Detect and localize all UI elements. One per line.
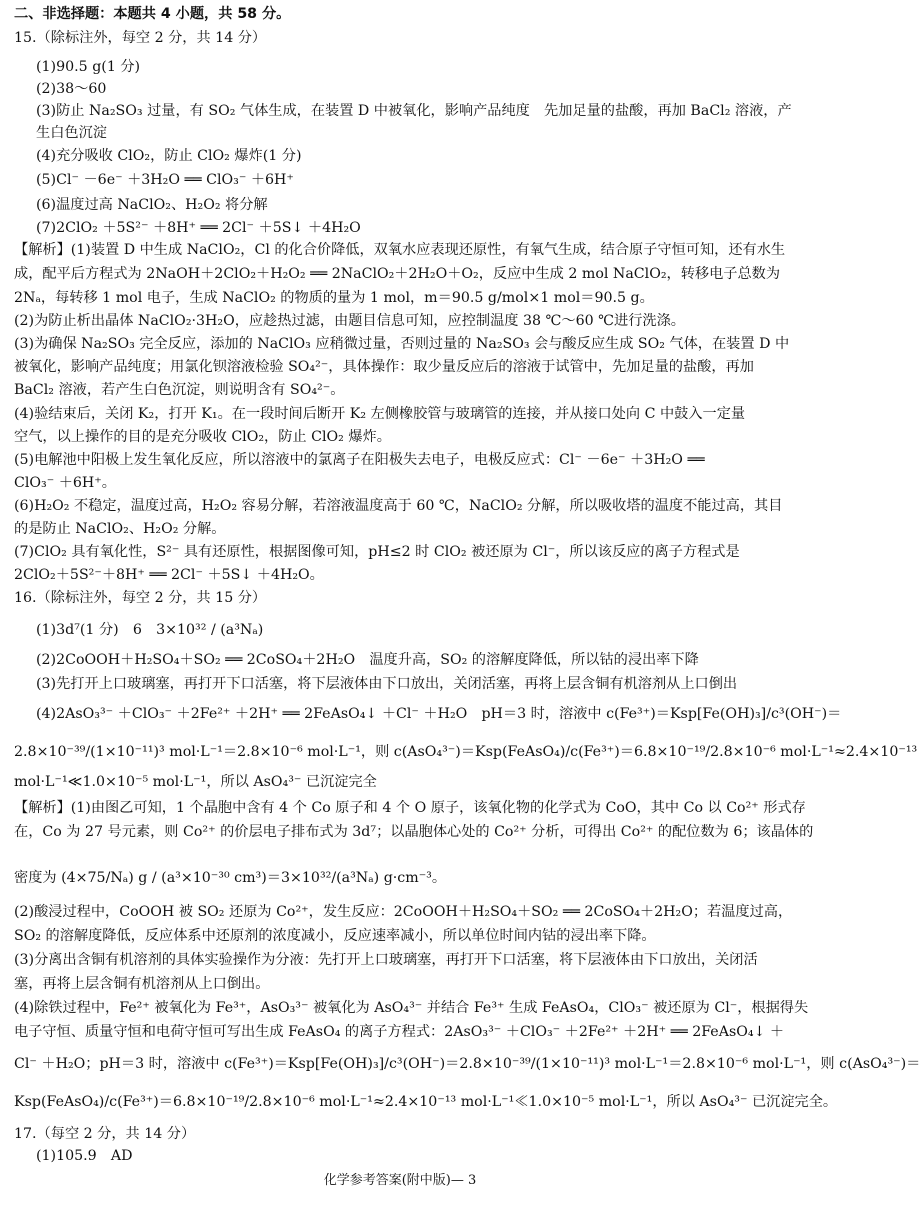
- q15-analysis-line: ClO₃⁻ ＋6H⁺。: [14, 475, 116, 491]
- q17-heading: 17.（每空 2 分，共 14 分）: [14, 1126, 196, 1142]
- q16-answer-2: (2)2CoOOH＋H₂SO₄＋SO₂ ══ 2CoSO₄＋2H₂O 温度升高，SO₂ 的溶解度降低，所以钴的浸出率下降: [36, 652, 699, 668]
- page-footer: 化学参考答案(附中版)— 3: [323, 1173, 477, 1188]
- q16-analysis-line: (3)分离出含铜有机溶剂的具体实验操作为分液：先打开上口玻璃塞，再打开下口活塞，将下层液体由下口放出，关闭活: [14, 952, 758, 968]
- q16-answer-4-cont: mol·L⁻¹≪1.0×10⁻⁵ mol·L⁻¹，所以 AsO₄³⁻ 已沉淀完全: [14, 774, 377, 790]
- q16-answer-1: (1)3d⁷(1 分) 6 3×10³² / (a³Nₐ): [36, 622, 264, 638]
- q15-analysis-line: (6)H₂O₂ 不稳定，温度过高，H₂O₂ 容易分解，若溶液温度高于 60 ℃，NaClO₂ 分解，所以吸收塔的温度不能过高，其目: [14, 498, 783, 514]
- q15-analysis-line: BaCl₂ 溶液，若产生白色沉淀，则说明含有 SO₄²⁻。: [14, 382, 345, 398]
- q15-heading: 15.（除标注外，每空 2 分，共 14 分）: [14, 30, 267, 46]
- q15-analysis-line: 被氧化，影响产品纯度；用氯化钡溶液检验 SO₄²⁻，具体操作：取少量反应后的溶液于试管中，先加足量的盐酸，再加: [14, 359, 754, 375]
- q15-analysis-line: (2)为防止析出晶体 NaClO₂·3H₂O，应趁热过滤，由题目信息可知，应控制温度 38 ℃～60 ℃进行洗涤。: [14, 313, 685, 329]
- q17-answer-1: (1)105.9 AD: [36, 1148, 133, 1164]
- q15-answer-2: (2)38～60: [36, 81, 107, 97]
- q15-analysis-line: 成，配平后方程式为 2NaOH＋2ClO₂＋H₂O₂ ══ 2NaClO₂＋2H₂O＋O₂，反应中生成 2 mol NaClO₂，转移电子总数为: [14, 266, 781, 282]
- q16-answer-4-cont: 2.8×10⁻³⁹/(1×10⁻¹¹)³ mol·L⁻¹＝2.8×10⁻⁶ mol·L⁻¹，则 c(AsO₄³⁻)＝Ksp(FeAsO₄)/c(Fe³⁺)＝6.8×10⁻¹⁹/2.8×10⁻⁶ mol·L⁻¹≈2.4×10⁻¹³: [14, 744, 918, 760]
- q15-answer-1: (1)90.5 g(1 分): [36, 59, 141, 75]
- q15-answer-7: (7)2ClO₂ ＋5S²⁻ ＋8H⁺ ══ 2Cl⁻ ＋5S↓ ＋4H₂O: [36, 220, 361, 236]
- q16-analysis-line: SO₂ 的溶解度降低，反应体系中还原剂的浓度减小，反应速率减小，所以单位时间内钴的浸出率下降。: [14, 928, 656, 944]
- q15-answer-6: (6)温度过高 NaClO₂、H₂O₂ 将分解: [36, 197, 268, 213]
- q15-analysis-line: (4)验结束后，关闭 K₂，打开 K₁。在一段时间后断开 K₂ 左侧橡胶管与玻璃管的连接，并从接口处向 C 中鼓入一定量: [14, 406, 746, 422]
- q16-analysis-line: Ksp(FeAsO₄)/c(Fe³⁺)＝6.8×10⁻¹⁹/2.8×10⁻⁶ mol·L⁻¹≈2.4×10⁻¹³ mol·L⁻¹≪1.0×10⁻⁵ mol·L⁻¹，所以 AsO₄³⁻ 已沉淀完全。: [14, 1094, 838, 1110]
- q15-answer-5: (5)Cl⁻ －6e⁻ ＋3H₂O ══ ClO₃⁻ ＋6H⁺: [36, 172, 294, 188]
- q15-analysis-line: (7)ClO₂ 具有氧化性，S²⁻ 具有还原性，根据图像可知，pH≤2 时 ClO₂ 被还原为 Cl⁻，所以该反应的离子方程式是: [14, 544, 740, 560]
- q15-analysis-line: (3)为确保 Na₂SO₃ 完全反应，添加的 NaClO₃ 应稍微过量，否则过量的 Na₂SO₃ 会与酸反应生成 SO₂ 气体，在装置 D 中: [14, 336, 790, 352]
- section-heading: 二、非选择题：本题共 4 小题，共 58 分。: [14, 6, 291, 22]
- q16-analysis-line: (4)除铁过程中，Fe²⁺ 被氧化为 Fe³⁺，AsO₃³⁻ 被氧化为 AsO₄³⁻ 并结合 Fe³⁺ 生成 FeAsO₄，ClO₃⁻ 被还原为 Cl⁻，根据得失: [14, 1000, 809, 1016]
- q15-answer-3-cont: 生白色沉淀: [36, 125, 107, 141]
- q16-analysis-line: 塞，再将上层含铜有机溶剂从上口倒出。: [14, 976, 270, 992]
- q16-analysis-line: 在，Co 为 27 号元素，则 Co²⁺ 的价层电子排布式为 3d⁷；以晶胞体心处的 Co²⁺ 分析，可得出 Co²⁺ 的配位数为 6；该晶体的: [14, 824, 814, 840]
- q16-analysis-line: Cl⁻ ＋H₂O；pH＝3 时，溶液中 c(Fe³⁺)＝Ksp[Fe(OH)₃]/c³(OH⁻)＝2.8×10⁻³⁹/(1×10⁻¹¹)³ mol·L⁻¹＝2.8×10⁻⁶ mol·L⁻¹，则 c(AsO₄³⁻)＝: [14, 1056, 920, 1072]
- q16-answer-3: (3)先打开上口玻璃塞，再打开下口活塞，将下层液体由下口放出，关闭活塞，再将上层含铜有机溶剂从上口倒出: [36, 676, 738, 692]
- q16-analysis-line: 电子守恒、质量守恒和电荷守恒可写出生成 FeAsO₄ 的离子方程式：2AsO₃³⁻ ＋ClO₃⁻ ＋2Fe²⁺ ＋2H⁺ ══ 2FeAsO₄↓ ＋: [14, 1024, 785, 1040]
- q15-analysis-line: 【解析】(1)装置 D 中生成 NaClO₂，Cl 的化合价降低，双氧水应表现还原性，有氧气生成，结合原子守恒可知，还有水生: [14, 242, 786, 258]
- q15-answer-4: (4)充分吸收 ClO₂，防止 ClO₂ 爆炸(1 分): [36, 148, 302, 164]
- q15-analysis-line: 2ClO₂＋5S²⁻＋8H⁺ ══ 2Cl⁻ ＋5S↓ ＋4H₂O。: [14, 567, 324, 583]
- q16-analysis-line: 【解析】(1)由图乙可知，1 个晶胞中含有 4 个 Co 原子和 4 个 O 原子，该氧化物的化学式为 CoO，其中 Co 以 Co²⁺ 形式存: [14, 800, 806, 816]
- q15-analysis-line: 的是防止 NaClO₂、H₂O₂ 分解。: [14, 521, 226, 537]
- q16-analysis-line: (2)酸浸过程中，CoOOH 被 SO₂ 还原为 Co²⁺，发生反应：2CoOOH＋H₂SO₄＋SO₂ ══ 2CoSO₄＋2H₂O；若温度过高，: [14, 904, 793, 920]
- q15-analysis-line: (5)电解池中阳极上发生氧化反应，所以溶液中的氯离子在阳极失去电子，电极反应式：Cl⁻ －6e⁻ ＋3H₂O ══: [14, 452, 705, 468]
- q15-analysis-line: 空气，以上操作的目的是充分吸收 ClO₂，防止 ClO₂ 爆炸。: [14, 429, 391, 445]
- q15-answer-3: (3)防止 Na₂SO₃ 过量，有 SO₂ 气体生成，在装置 D 中被氧化，影响产品纯度 先加足量的盐酸，再加 BaCl₂ 溶液，产: [36, 103, 792, 119]
- q15-analysis-line: 2Nₐ，每转移 1 mol 电子，生成 NaClO₂ 的物质的量为 1 mol，m＝90.5 g/mol×1 mol＝90.5 g。: [14, 290, 654, 306]
- q16-answer-4: (4)2AsO₃³⁻ ＋ClO₃⁻ ＋2Fe²⁺ ＋2H⁺ ══ 2FeAsO₄↓ ＋Cl⁻ ＋H₂O pH＝3 时，溶液中 c(Fe³⁺)＝Ksp[Fe(OH)₃]/c³(OH⁻)＝: [36, 706, 842, 722]
- q16-analysis-line: 密度为 (4×75/Nₐ) g / (a³×10⁻³⁰ cm³)＝3×10³²/(a³Nₐ) g·cm⁻³。: [14, 870, 447, 886]
- q16-heading: 16.（除标注外，每空 2 分，共 15 分）: [14, 590, 267, 606]
